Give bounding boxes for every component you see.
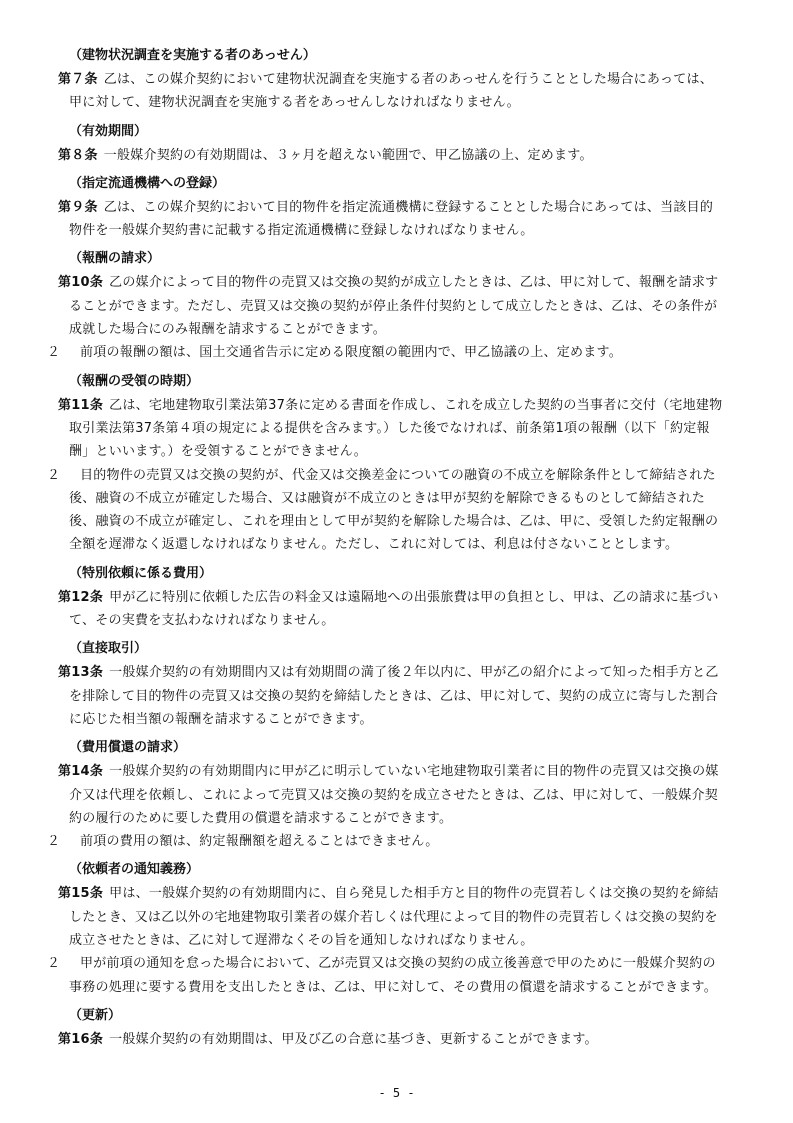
- section-heading: （依頼者の通知義務）: [69, 862, 200, 878]
- article-paragraph: [58, 1028, 723, 1051]
- section-heading: （費用償還の請求）: [69, 740, 187, 756]
- article-paragraph: [58, 68, 723, 115]
- paragraph-text: 目的物件の売買又は交換の契約が、代金又は交換差金についての融資の不成立を解除条件として締結された後、融資の不成立が確定した場合、又は融資が不成立のときは甲が契約を解除できるものとして締結された後、融資の不成立が確定し、これを理由として甲が契約を解除した場合は、乙は、甲に、受領した約定報酬の全額を遅滞なく返還しなければなりません。ただし、これに対しては、利息は付さないこととします。: [69, 467, 719, 553]
- paragraph-number: ２: [47, 956, 61, 972]
- article-section: [58, 120, 723, 167]
- article-number: 第９条: [58, 199, 98, 215]
- article-paragraph: [58, 144, 723, 167]
- document-body: [47, 44, 723, 1051]
- sub-paragraph: [47, 952, 723, 999]
- article-number: 第８条: [58, 147, 98, 163]
- paragraph-text: 乙は、この媒介契約において建物状況調査を実施する者のあっせんを行うこととした場合にあっては、甲に対して、建物状況調査を実施する者をあっせんしなければなりません。: [69, 72, 714, 111]
- article-section: [47, 736, 723, 853]
- article-number: 第16条: [58, 1031, 104, 1047]
- article-number: 第10条: [58, 275, 104, 291]
- article-number: 第７条: [58, 72, 98, 87]
- article-section: [47, 858, 723, 998]
- section-heading: （報酬の受領の時期）: [69, 373, 200, 389]
- article-number: 第12条: [58, 589, 104, 605]
- section-heading: （更新）: [69, 1007, 122, 1023]
- paragraph-text: 一般媒介契約の有効期間は、３ヶ月を超えない範囲で、甲乙協議の上、定めます。: [103, 147, 593, 163]
- paragraph-text: 甲が乙に特別に依頼した広告の料金又は遠隔地への出張旅費は甲の負担とし、甲は、乙の請求に基づいて、その実費を支払わなければなりません。: [69, 589, 719, 629]
- paragraph-text: 乙は、この媒介契約において目的物件を指定流通機構に登録することとした場合にあっては、当該目的物件を一般媒介契約書に記載する指定流通機構に登録しなければなりません。: [69, 199, 714, 239]
- article-paragraph: [58, 196, 723, 243]
- paragraph-text: 一般媒介契約の有効期間内又は有効期間の満了後２年以内に、甲が乙の紹介によって知った相手方と乙を排除して目的物件の売買又は交換の契約を締結したときは、乙は、甲に対して、契約の成立に寄与した割合に応じた相当額の報酬を請求することができます。: [69, 665, 719, 727]
- sub-paragraph: [47, 464, 723, 557]
- article-section: [58, 562, 723, 633]
- article-paragraph: [58, 586, 723, 633]
- section-heading: （直接取引）: [69, 641, 148, 657]
- paragraph-text: 乙は、宅地建物取引業法第37条に定める書面を作成し、これを成立した契約の当事者に交付（宅地建物取引業法第37条第４項の規定による提供を含みます。）した後でなければ、前条第1項の報酬（以下「約定報酬」といいます。）を受領することができません。: [69, 397, 723, 460]
- paragraph-text: 前項の費用の額は、約定報酬額を超えることはできません。: [80, 834, 439, 850]
- section-heading: （有効期間）: [69, 123, 148, 139]
- article-number: 第11条: [58, 397, 104, 413]
- section-heading: （報酬の請求）: [69, 251, 161, 267]
- paragraph-text: 乙の媒介によって目的物件の売買又は交換の契約が成立したときは、乙は、甲に対して、報酬を請求することができます。ただし、売買又は交換の契約が停止条件付契約として成立したときは、乙は、その条件が成就した場合にのみ報酬を請求することができます。: [69, 275, 719, 338]
- article-section: [58, 1004, 723, 1051]
- paragraph-text: 一般媒介契約の有効期間は、甲及び乙の合意に基づき、更新することができます。: [109, 1031, 598, 1047]
- paragraph-text: 甲は、一般媒介契約の有効期間内に、自ら発見した相手方と目的物件の売買若しくは交換の契約を締結したとき、又は乙以外の宅地建物取引業者の媒介若しくは代理によって目的物件の売買若しくは交換の契約を成立させたときは、乙に対して遅滞なくその旨を通知しなければなりません。: [69, 886, 719, 949]
- article-number: 第13条: [58, 665, 104, 681]
- article-section: [58, 172, 723, 243]
- article-paragraph: [58, 271, 723, 341]
- article-number: 第14条: [58, 764, 104, 780]
- sub-paragraph: [47, 341, 723, 364]
- article-paragraph: [58, 760, 723, 830]
- paragraph-text: 一般媒介契約の有効期間内に甲が乙に明示していない宅地建物取引業者に目的物件の売買又は交換の媒介又は代理を依頼し、これによって売買又は交換の契約を成立させたときは、乙は、甲に対して、一般媒介契約の履行のために要した費用の償還を請求することができます。: [69, 764, 719, 826]
- article-paragraph: [58, 882, 723, 952]
- page-number: - 5 -: [378, 1086, 415, 1100]
- paragraph-number: ２: [47, 467, 61, 483]
- paragraph-number: ２: [47, 345, 61, 361]
- paragraph-text: 甲が前項の通知を怠った場合において、乙が売買又は交換の契約の成立後善意で甲のために一般媒介契約の事務の処理に要する費用を支出したときは、乙は、甲に対して、その費用の償還を請求することができます。: [69, 956, 717, 995]
- article-section: [58, 44, 723, 115]
- article-section: [58, 637, 723, 731]
- article-section: [47, 247, 723, 364]
- section-heading: （建物状況調査を実施する者のあっせん）: [69, 48, 316, 63]
- article-paragraph: [58, 661, 723, 731]
- section-heading: （指定流通機構への登録）: [69, 175, 226, 191]
- paragraph-number: ２: [47, 834, 61, 850]
- article-section: [47, 370, 723, 557]
- section-heading: （特別依頼に係る費用）: [69, 565, 213, 581]
- sub-paragraph: [47, 830, 723, 853]
- article-number: 第15条: [58, 886, 104, 902]
- article-paragraph: [58, 394, 723, 464]
- paragraph-text: 前項の報酬の額は、国土交通省告示に定める限度額の範囲内で、甲乙協議の上、定めます。: [80, 345, 622, 361]
